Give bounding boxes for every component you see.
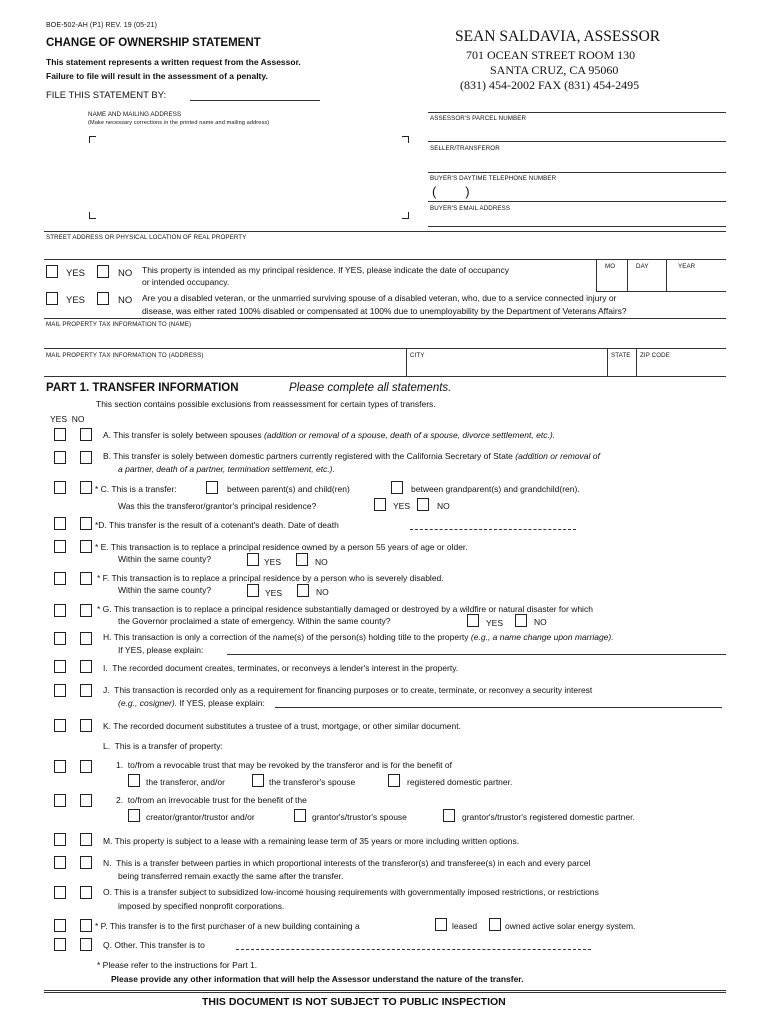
state-divider: [607, 348, 608, 376]
h-explain-line[interactable]: [227, 654, 726, 655]
d-date-line[interactable]: [410, 529, 576, 530]
l1-partner-checkbox[interactable]: [388, 774, 400, 787]
c-grandparent-checkbox[interactable]: [391, 481, 403, 494]
city-divider: [406, 348, 407, 376]
part1-subtitle: Please complete all statements.: [289, 382, 452, 394]
item-l: L. This is a transfer of property:: [103, 741, 223, 751]
f-county-no-label: NO: [316, 587, 329, 597]
file-by-label: FILE THIS STATEMENT BY:: [46, 90, 167, 101]
c-question: Was this the transferor/grantor's principal residence?: [118, 501, 317, 511]
l1-transferor-checkbox[interactable]: [128, 774, 140, 787]
l2-yes-checkbox[interactable]: [54, 794, 66, 807]
veteran-yes-checkbox[interactable]: [46, 292, 58, 305]
date-divider-2: [627, 259, 628, 291]
f-county-no-checkbox[interactable]: [297, 584, 309, 597]
seller-top-rule[interactable]: [428, 141, 726, 142]
zip-divider: [636, 348, 637, 376]
item-l2: 2. to/from an irrevocable trust for the benefit of the: [116, 795, 307, 805]
f-yes-checkbox[interactable]: [54, 572, 66, 585]
additional-info-note: Please provide any other information that will help the Assessor understand the nature of the transfer.: [111, 974, 524, 984]
mail-address-bottom-rule[interactable]: [44, 376, 726, 377]
year-label: YEAR: [678, 263, 696, 270]
e-county-no-label: NO: [315, 557, 328, 567]
c-residence-no-label: NO: [437, 501, 450, 511]
l2-creator-checkbox[interactable]: [128, 809, 140, 822]
l1-transferor-label: the transferor, and/or: [146, 777, 225, 787]
item-g-line1: * G. This transaction is to replace a principal residence substantially damaged or destroyed by a wildfire or natural disaster for which: [97, 604, 593, 614]
date-bottom-rule: [596, 291, 726, 292]
part1-intro: This section contains possible exclusions from reassessment for certain types of transfers.: [96, 399, 436, 409]
yes-no-header: YES NO: [50, 414, 85, 424]
item-c: * C. This is a transfer:: [95, 484, 177, 494]
item-d: *D. This transfer is the result of a cotenant's death. Date of death: [95, 520, 339, 530]
principal-question-1: This property is intended as my principal residence. If YES, please indicate the date of occupancy: [142, 265, 509, 275]
assessor-address-1: 701 OCEAN STREET ROOM 130: [466, 48, 636, 62]
l2-no-checkbox[interactable]: [80, 794, 92, 807]
assessor-phone: (831) 454-2002 FAX (831) 454-2495: [460, 78, 640, 92]
principal-question-2: or intended occupancy.: [142, 277, 230, 287]
day-label: DAY: [636, 263, 649, 270]
c-parent-child-label: between parent(s) and child(ren): [227, 484, 350, 494]
l1-partner-label: registered domestic partner.: [407, 777, 513, 787]
item-f-line1: * F. This transaction is to replace a principal residence by a person who is severely disabled.: [97, 573, 444, 583]
g-county-yes-checkbox[interactable]: [467, 614, 479, 627]
veteran-question-1: Are you a disabled veteran, or the unmarried surviving spouse of a disabled veteran, who, due to a service connected injury or: [142, 293, 617, 303]
principal-no-checkbox[interactable]: [97, 265, 109, 278]
email-top-rule[interactable]: [428, 201, 726, 202]
street-label: STREET ADDRESS OR PHYSICAL LOCATION OF REAL PROPERTY: [46, 234, 247, 241]
mail-address-top-rule[interactable]: [44, 348, 726, 349]
corner-mark-tr: [402, 136, 409, 143]
item-g-line2: the Governor proclaimed a state of emergency. Within the same county?: [118, 616, 391, 626]
j-explain-line[interactable]: [275, 707, 722, 708]
item-e-line1: * E. This transaction is to replace a principal residence owned by a person 55 years of age or older.: [95, 542, 468, 552]
item-h-line1: H. This transaction is only a correction of the name(s) of the person(s) holding title to the property (e.g., a name change upon marriage).: [103, 632, 614, 642]
p-leased-checkbox[interactable]: [435, 918, 447, 931]
p-owned-checkbox[interactable]: [489, 918, 501, 931]
c-yes-checkbox[interactable]: [54, 481, 66, 494]
l1-no-checkbox[interactable]: [80, 760, 92, 773]
form-id: BOE-502-AH (P1) REV. 19 (05-21): [46, 22, 157, 29]
a-yes-checkbox[interactable]: [54, 428, 66, 441]
form-title: CHANGE OF OWNERSHIP STATEMENT: [46, 37, 261, 49]
phone-area-code[interactable]: ( ): [432, 184, 470, 199]
e-county-yes-label: YES: [264, 557, 282, 567]
file-by-line[interactable]: [190, 100, 320, 101]
footer-notice: THIS DOCUMENT IS NOT SUBJECT TO PUBLIC INSPECTION: [202, 996, 506, 1008]
name-mailing-note: (Make necessary corrections in the printed name and mailing address): [88, 120, 270, 126]
d-yes-checkbox[interactable]: [54, 517, 66, 530]
f-no-checkbox[interactable]: [80, 572, 92, 585]
e-yes-checkbox[interactable]: [54, 540, 66, 553]
p-leased-label: leased: [452, 921, 478, 931]
item-i: I. The recorded document creates, terminates, or reconveys a lender's interest in the property.: [103, 663, 459, 673]
o-no-checkbox[interactable]: [80, 886, 92, 899]
street-top-rule: [44, 231, 726, 232]
seller-label: SELLER/TRANSFEROR: [430, 145, 500, 152]
k-no-checkbox[interactable]: [80, 719, 92, 732]
item-f-line2: Within the same county?: [118, 585, 212, 595]
veteran-no-label: NO: [118, 295, 133, 306]
principal-yes-label: YES: [66, 268, 86, 279]
principal-yes-checkbox[interactable]: [46, 265, 58, 278]
item-p: * P. This transfer is to the first purchaser of a new building containing a: [95, 921, 360, 931]
h-yes-checkbox[interactable]: [54, 632, 66, 645]
instructions-note: * Please refer to the instructions for Part 1.: [97, 960, 258, 970]
p-no-checkbox[interactable]: [80, 919, 92, 932]
i-no-checkbox[interactable]: [80, 660, 92, 673]
date-divider-3: [666, 259, 667, 291]
l1-spouse-label: the transferor's spouse: [269, 777, 356, 787]
e-no-checkbox[interactable]: [80, 540, 92, 553]
item-o-line1: O. This is a transfer subject to subsidized low-income housing requirements with governmentally imposed restrictions, or restrictions: [103, 887, 599, 897]
h-no-checkbox[interactable]: [80, 632, 92, 645]
d-no-checkbox[interactable]: [80, 517, 92, 530]
item-h-line2: If YES, please explain:: [118, 645, 204, 655]
c-grandparent-label: between grandparent(s) and grandchild(ren).: [411, 484, 580, 494]
name-mailing-label: NAME AND MAILING ADDRESS: [88, 111, 182, 118]
notice-line-1: This statement represents a written request from the Assessor.: [46, 57, 301, 67]
item-o-line2: imposed by specified nonprofit corporations.: [118, 901, 285, 911]
m-yes-checkbox[interactable]: [54, 833, 66, 846]
l2-spouse-label: grantor's/trustor's spouse: [312, 812, 407, 822]
l1-yes-checkbox[interactable]: [54, 760, 66, 773]
corner-mark-br: [402, 212, 409, 219]
p-owned-label: owned active solar energy system.: [505, 921, 636, 931]
veteran-no-checkbox[interactable]: [97, 292, 109, 305]
assessor-address-2: SANTA CRUZ, CA 95060: [490, 63, 619, 77]
l2-partner-label: grantor's/trustor's registered domestic partner.: [462, 812, 635, 822]
g-no-checkbox[interactable]: [80, 604, 92, 617]
parcel-label: ASSESSOR'S PARCEL NUMBER: [430, 115, 527, 122]
n-no-checkbox[interactable]: [80, 856, 92, 869]
k-yes-checkbox[interactable]: [54, 719, 66, 732]
mo-label: MO: [605, 263, 616, 270]
item-e-line2: Within the same county?: [118, 554, 212, 564]
e-county-yes-checkbox[interactable]: [247, 553, 259, 566]
buyer-phone-label: BUYER'S DAYTIME TELEPHONE NUMBER: [430, 175, 557, 182]
o-yes-checkbox[interactable]: [54, 886, 66, 899]
assessor-name: SEAN SALDAVIA, ASSESSOR: [455, 28, 661, 45]
c-parent-child-checkbox[interactable]: [206, 481, 218, 494]
city-label: CITY: [410, 352, 425, 359]
parcel-top-rule: [428, 112, 726, 113]
principal-no-label: NO: [118, 268, 133, 279]
item-a: A. This transfer is solely between spouses (addition or removal of a spouse, death of a spouse, divorce settlement, etc.).: [103, 430, 556, 440]
veteran-yes-label: YES: [66, 295, 86, 306]
n-yes-checkbox[interactable]: [54, 856, 66, 869]
state-label: STATE: [611, 352, 631, 359]
item-j-line1: J. This transaction is recorded only as a requirement for financing purposes or to create, terminate, or reconvey a security interest: [103, 685, 593, 695]
l2-creator-label: creator/grantor/trustor and/or: [146, 812, 255, 822]
item-k: K. The recorded document substitutes a trustee of a trust, mortgage, or other similar document.: [103, 721, 461, 731]
l1-spouse-checkbox[interactable]: [252, 774, 264, 787]
b-yes-checkbox[interactable]: [54, 451, 66, 464]
g-county-no-checkbox[interactable]: [515, 614, 527, 627]
i-yes-checkbox[interactable]: [54, 660, 66, 673]
corner-mark-tl: [89, 136, 96, 143]
j-yes-checkbox[interactable]: [54, 684, 66, 697]
phone-top-rule[interactable]: [428, 172, 726, 173]
q-yes-checkbox[interactable]: [54, 938, 66, 951]
c-residence-no-checkbox[interactable]: [417, 498, 429, 511]
l2-partner-checkbox[interactable]: [443, 809, 455, 822]
e-county-no-checkbox[interactable]: [296, 553, 308, 566]
veteran-question-2: disease, was either rated 100% disabled or compensated at 100% due to unemployability by the Department of Veterans Affairs?: [142, 306, 627, 316]
a-no-checkbox[interactable]: [80, 428, 92, 441]
m-no-checkbox[interactable]: [80, 833, 92, 846]
c-residence-yes-label: YES: [393, 501, 411, 511]
l2-spouse-checkbox[interactable]: [294, 809, 306, 822]
footer-top-rule: [44, 990, 726, 991]
item-m: M. This property is subject to a lease with a remaining lease term of 35 years or more including written options.: [103, 836, 520, 846]
zip-label: ZIP CODE: [640, 352, 670, 359]
item-l1: 1. to/from a revocable trust that may be revoked by the transferor and is for the benefit of: [116, 760, 452, 770]
q-other-line[interactable]: [236, 949, 591, 950]
item-n-line2: being transferred remain exactly the same after the transfer.: [118, 871, 344, 881]
footer-top-rule-2: [44, 992, 726, 993]
mail-name-label: MAIL PROPERTY TAX INFORMATION TO (NAME): [46, 321, 192, 328]
g-county-yes-label: YES: [486, 618, 504, 628]
email-bottom-rule[interactable]: [428, 226, 726, 227]
mail-name-top-rule: [44, 318, 726, 319]
street-bottom-rule[interactable]: [44, 259, 726, 260]
item-b-line2: a partner, death of a partner, termination settlement, etc.).: [118, 464, 335, 474]
item-n-line1: N. This is a transfer between parties in which proportional interests of the transferor(s) and transferee(s) in each and every parcel: [103, 858, 591, 868]
mail-address-label: MAIL PROPERTY TAX INFORMATION TO (ADDRESS): [46, 352, 204, 359]
date-divider-1: [596, 259, 597, 291]
c-residence-yes-checkbox[interactable]: [374, 498, 386, 511]
b-no-checkbox[interactable]: [80, 451, 92, 464]
q-no-checkbox[interactable]: [80, 938, 92, 951]
g-county-no-label: NO: [534, 617, 547, 627]
g-yes-checkbox[interactable]: [54, 604, 66, 617]
item-q: Q. Other. This transfer is to: [103, 940, 205, 950]
item-j-line2: (e.g., cosigner). If YES, please explain:: [118, 698, 265, 708]
item-b-line1: B. This transfer is solely between domestic partners currently registered with the California Secretary of State (addition or removal of: [103, 451, 600, 461]
part1-title: PART 1. TRANSFER INFORMATION: [46, 382, 239, 394]
p-yes-checkbox[interactable]: [54, 919, 66, 932]
corner-mark-bl: [89, 212, 96, 219]
c-no-checkbox[interactable]: [80, 481, 92, 494]
f-county-yes-checkbox[interactable]: [247, 584, 259, 597]
j-no-checkbox[interactable]: [80, 684, 92, 697]
buyer-email-label: BUYER'S EMAIL ADDRESS: [430, 205, 511, 212]
notice-line-2: Failure to file will result in the assessment of a penalty.: [46, 71, 268, 81]
f-county-yes-label: YES: [265, 588, 283, 598]
